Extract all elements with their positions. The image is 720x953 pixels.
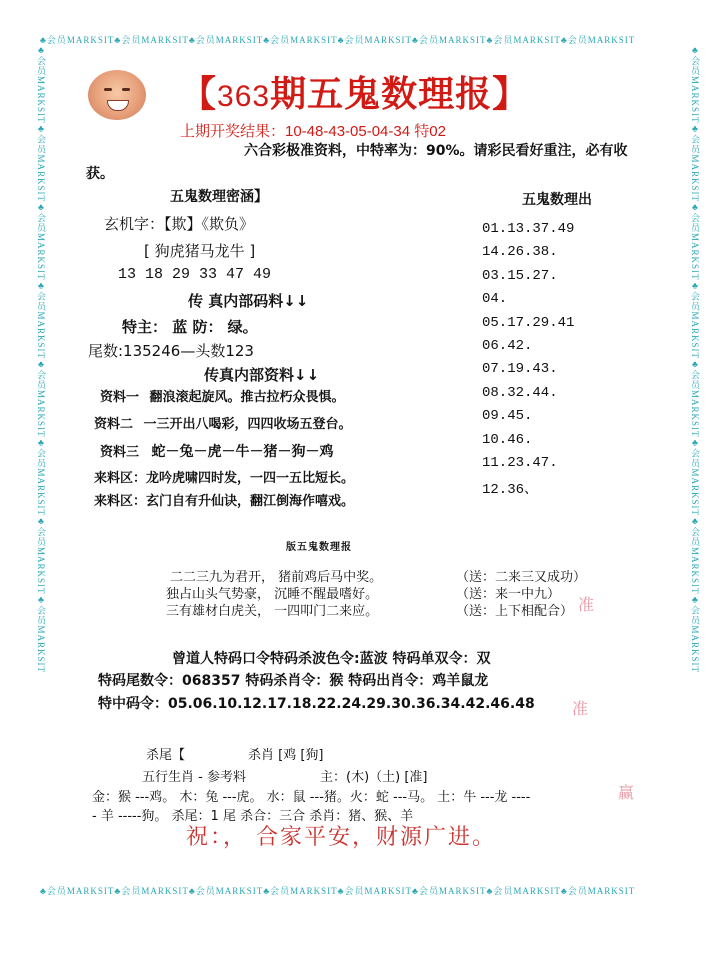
laoliao-2-text: 玄门自有升仙诀，翻江倒海作嘻戏。: [146, 494, 355, 509]
ziliao-1-label: 资料一: [100, 390, 140, 405]
number-row: 07.19.43.: [482, 361, 558, 378]
tema-zhongma-line: 特中码令：05.06.10.12.17.18.22.24.29.30.36.34.42.46.48: [98, 696, 535, 712]
tezhu-text: 特主： 蓝 防： 绿。: [122, 318, 258, 336]
number-row: 14.26.38.: [482, 244, 558, 261]
chuanzhen-heading-2: 传真内部资料↓↓: [204, 366, 320, 384]
tema-weishu-line: 特码尾数令：068357 特码杀肖令：猴 特码出肖令：鸡羊鼠龙: [98, 673, 489, 689]
poem-line: 三有雄材白虎关， 一四叩门二来应。: [166, 604, 379, 619]
ziliao-2-text: 一三开出八喝彩，四四收场五登台。: [143, 417, 352, 432]
laoliao-2: [94, 490, 354, 509]
border-left: ♣会员MARKSIT♣会员MARKSIT♣会员MARKSIT♣会员MARKSIT♣会员MARKSIT♣会员MARKSIT♣会员MARKSIT♣会员MARKSIT: [36, 45, 46, 674]
wuxing-line: 金：猴 ---鸡。 木：兔 ---虎。 水：鼠 ---猪。火：蛇 ---马。 土：牛 ---龙 ----: [92, 790, 531, 805]
blessing-text: 祝：， 合家平安，财源广进。: [186, 825, 496, 850]
right-heading: 五鬼数理出: [522, 192, 592, 208]
xuanji-text: 玄机字：【欺】《欺负》: [104, 215, 255, 233]
ziliao-2: [94, 413, 352, 432]
zodiac-list: [ 狗虎猪马龙牛 ]: [144, 242, 256, 260]
number-row: 06.42.: [482, 338, 533, 354]
poem-note: （送：来一中九）: [456, 587, 561, 602]
number-row: 04.: [482, 291, 508, 308]
border-bottom: ♣会员MARKSIT♣会员MARKSIT♣会员MARKSIT♣会员MARKSIT♣会员MARKSIT♣会员MARKSIT♣会员MARKSIT♣会员MARKSIT: [40, 886, 636, 896]
poem-line: 二二三九为君开， 猪前鸡后马中奖。: [170, 570, 383, 585]
number-row: 03.15.27.: [482, 267, 558, 284]
issue-number: 363: [217, 80, 271, 113]
stamp-mark-1: 准: [578, 595, 595, 614]
number-row: 05.17.29.41: [482, 314, 575, 331]
zengdaoren-line: 曾道人特码口令特码杀波色令:蓝波 特码单双令：双: [172, 651, 491, 667]
intro-line-2: 获。: [86, 166, 114, 182]
ziliao-1: [100, 386, 345, 405]
page-title: [180, 66, 529, 117]
stamp-mark-2: 赢: [618, 783, 635, 802]
chuanzhen-heading-1: 传 真内部码料↓↓: [188, 292, 309, 310]
number-list: 13 18 29 33 47 49: [118, 266, 272, 283]
last-draw-result: 上期开奖结果：10-48-43-05-04-34 特02: [180, 123, 446, 140]
weishu-text: 尾数:135246—头数123: [88, 342, 254, 360]
number-row: 08.32.44.: [482, 384, 558, 401]
title-bracket-right: 】: [492, 73, 530, 115]
number-row: 12.36、: [482, 482, 539, 499]
border-top: ♣会员MARKSIT♣会员MARKSIT♣会员MARKSIT♣会员MARKSIT♣会员MARKSIT♣会员MARKSIT♣会员MARKSIT♣会员MARKSIT: [40, 35, 636, 45]
left-heading: 五鬼数理密涵】: [170, 189, 268, 205]
poem-note: （送：上下相配合）: [456, 604, 574, 619]
number-row: 09.45.: [482, 408, 533, 425]
ziliao-1-text: 翻浪滚起旋风。推古拉朽众畏惧。: [149, 390, 345, 405]
poem-note: （送：二来三又成功）: [456, 570, 587, 585]
wuxing-text: 五行生肖 - 参考料: [142, 770, 246, 785]
stamp-mark-3: 准: [572, 699, 589, 718]
ziliao-2-label: 资料二: [94, 417, 134, 432]
zhu-text: 主：(木)（土) [准]: [320, 770, 428, 785]
poem-line: 独占山头气势豪， 沉睡不醒最嗜好。: [166, 587, 379, 602]
ziliao-3: [100, 441, 334, 461]
sha-line: - 羊 -----狗。 杀尾：1 尾 杀合：三合 杀肖：猪、猴、羊: [92, 809, 414, 824]
laoliao-1: [94, 467, 354, 486]
intro-line-1: 六合彩极准资料，中特率为：90%。请彩民看好重注，必有收: [244, 143, 628, 159]
section-small-title: 版五鬼数理报: [286, 542, 352, 553]
laoliao-1-text: 龙吟虎啸四时发，一四一五比短长。: [146, 471, 355, 486]
title-text: 期五鬼数理报: [270, 73, 493, 115]
number-row: 11.23.47.: [482, 455, 558, 471]
border-right: ♣会员MARKSIT♣会员MARKSIT♣会员MARKSIT♣会员MARKSIT♣会员MARKSIT♣会员MARKSIT♣会员MARKSIT♣会员MARKSIT: [690, 45, 700, 674]
shaxiao-text: 杀肖 [鸡 [狗]: [248, 748, 324, 763]
shawei-text: 杀尾【: [146, 748, 186, 763]
title-bracket-left: 【: [180, 73, 218, 115]
laoliao-1-label: 来料区：: [94, 471, 147, 486]
ziliao-3-label: 资料三: [100, 445, 140, 460]
number-row: 01.13.37.49: [482, 221, 575, 237]
number-row: 10.46.: [482, 431, 533, 448]
ziliao-3-text: 蛇－兔－虎－牛－猪－狗－鸡: [151, 444, 334, 460]
laoliao-2-label: 来料区：: [94, 494, 147, 509]
avatar-face-icon: [88, 70, 146, 120]
